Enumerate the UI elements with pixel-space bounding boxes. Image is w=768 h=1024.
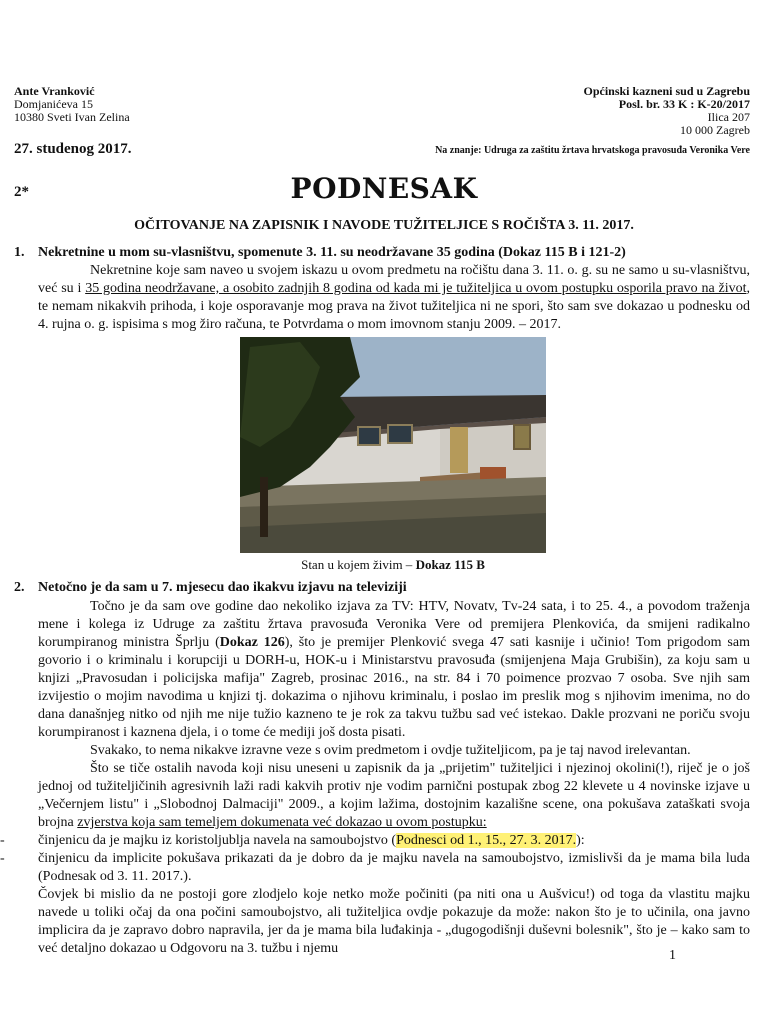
s2p3-text: Što se tiče ostalih navoda koji nisu uneseni u zapisnik da ja „prijetim" tužiteljici i njezinoj okolini(!), riječ je o još jednoj od tužiteljičinih agresivnih laži radi kakvih protiv nje vodim parnični postupak zbog 22 klevete u 4 novinske izjave u „Večernjem listu" i „Slobodnoj Dalmaciji" 2009., a kojim lažima, dostojnim kazališne scene, ona pokušava zataškati svoja brojna — [38, 761, 750, 830]
list-dash: - — [0, 851, 5, 866]
court-street: Ilica 207 — [707, 110, 750, 124]
document-mark: 2* — [14, 184, 29, 200]
house-photo — [240, 337, 546, 553]
section-2-paragraph-2: Svakako, to nema nikakve izravne veze s ovim predmetom i ovdje tužiteljicom, pa je taj navod irelevantan. — [90, 743, 691, 758]
list-item-1-end: ): — [576, 833, 585, 848]
case-number: Posl. br. 33 K : K-20/2017 — [618, 97, 750, 111]
list-item-1-highlight: Podnesci od 1., 15., 27. 3. 2017. — [396, 833, 577, 848]
section-1-underlined: 35 godina neodržavane, a osobito zadnjih 8 godina od kada mi je tužiteljica u ovom postupku osporila pravo na život — [85, 281, 747, 296]
section-2-paragraph-1 — [38, 598, 750, 742]
document-subtitle: OČITOVANJE NA ZAPISNIK I NAVODE TUŽITELJICE S ROČIŠTA 3. 11. 2017. — [134, 218, 634, 233]
court-address — [583, 85, 750, 137]
section-1-text-b: , te nemam nikakvih prihoda, i koje osporavanje mog prava na život tužiteljica ni ne spori, što sam sve dokazao u podnesku od 4. rujna o. g. ispisima s mog žiro računa, te Potvrdama o mom imovnom stanju 2009. – 2017. — [38, 281, 750, 332]
cc-recipient: Na znanje: Udruga za zaštitu žrtava hrvatskoga pravosuđa Veronika Vere — [435, 145, 750, 156]
page-title: PODNESAK — [290, 172, 478, 205]
court-name: Općinski kazneni sud u Zagrebu — [583, 84, 750, 98]
sender-name: Ante Vranković — [14, 84, 95, 98]
section-2-title: Netočno je da sam u 7. mjesecu dao ikakvu izjavu na televiziji — [38, 580, 407, 595]
section-1-paragraph — [38, 262, 750, 334]
list-dash: - — [0, 833, 5, 848]
list-item-1-text: činjenicu da je majku iz koristoljublja navela na samoubojstvo ( — [38, 833, 397, 848]
page-number: 1 — [669, 948, 676, 963]
section-2-paragraph-4: Čovjek bi mislio da ne postoji gore zlodjelo koje netko može počiniti (pa niti ona u Aušvicu!) od toga da vlastitu majku navede u toliki očaj da ona počini samoubojstvo, ali tužiteljica ovdje pokazuje da može: nakon što je to učinila, ona javno implicira da je zapravo dobro napravila, jer da je mama bila luđakinja - „dugogodišnji duševni bolesnik", što je – kako sam to već detaljno dokazao u Odgovoru na 3. tužbu i njemu — [38, 887, 750, 956]
section-2-body — [0, 598, 750, 958]
document-date: 27. studenog 2017. — [14, 141, 132, 157]
photo-caption — [240, 557, 546, 573]
section-2-paragraph-3 — [38, 760, 750, 832]
photo-caption-exhibit: Dokaz 115 B — [415, 557, 485, 572]
court-city: 10 000 Zagreb — [680, 123, 750, 137]
sender-street: Domjanićeva 15 — [14, 97, 93, 111]
sender-address — [14, 85, 130, 124]
photo-caption-text: Stan u kojem živim – — [301, 557, 416, 572]
s2p1-exhibit: Dokaz 126 — [219, 635, 285, 650]
s2p1-text-a: Točno je da sam ove godine dao nekoliko izjava za TV: HTV, Novatv, Tv-24 sata, i to 25. 4., a povodom traženja mene i kolega iz Udruge za zaštitu žrtava pravosuđa Veronika Vere od premijera Plenkovića, da smijeni radikalno korumpiranog ministra Šprlju ( — [38, 599, 750, 650]
sender-city: 10380 Sveti Ivan Zelina — [14, 110, 130, 124]
section-1-title: Nekretnine u mom su-vlasništvu, spomenute 3. 11. su neodržavane 35 godina (Dokaz 115 B i 121-2) — [38, 245, 626, 260]
section-1-number: 1. — [14, 245, 25, 260]
section-2-number: 2. — [14, 580, 25, 595]
section-2-heading — [14, 580, 754, 596]
list-item-2-text: činjenicu da implicite pokušava prikazati da je dobro da je majku navela na samoubojstvo, izmislivši da je mama bila luda (Podnesak od 3. 11. 2017.). — [38, 851, 750, 884]
s2p1-text-b: ), što je premijer Plenković svega 47 sati kasnije i učinio! Tom prigodom sam govorio i o kriminalu i korupciji u DORH-u, HOK-u i Ministarstvu pravosuđa (smijenjena Maja Grubišin), za koju sam u knjizi „Pravosudan i policijska mafija" Zagreb, prosinac 2016., na str. 84 i 70 poimence prozvao 7 osoba. Sve njih sam izvijestio o mojim navodima u knjizi tj. dokazima o njihovu kriminalu, i poslao im preslik mog s njihovim imenima, no do dana današnjeg nitko od njih me nije tužio kazneno te je rok za takvu tužbu sad već istekao. Dakle prozvani ne poriču svoju korumpiranost i kaznena djela, i o tome će mediji još dosta pisati. — [38, 635, 750, 740]
section-1-text-a: Nekretnine koje sam naveo u svojem iskazu u ovom predmetu na ročištu dana 3. 11. o. g. su ne samo u su-vlasništvu, već su i — [38, 263, 750, 296]
s2p3-underlined: zvjerstva koja sam temeljem dokumenata već dokazao u ovom postupku: — [77, 815, 487, 830]
list-item — [0, 850, 750, 886]
section-1-heading — [14, 245, 754, 261]
list-item — [0, 832, 750, 850]
